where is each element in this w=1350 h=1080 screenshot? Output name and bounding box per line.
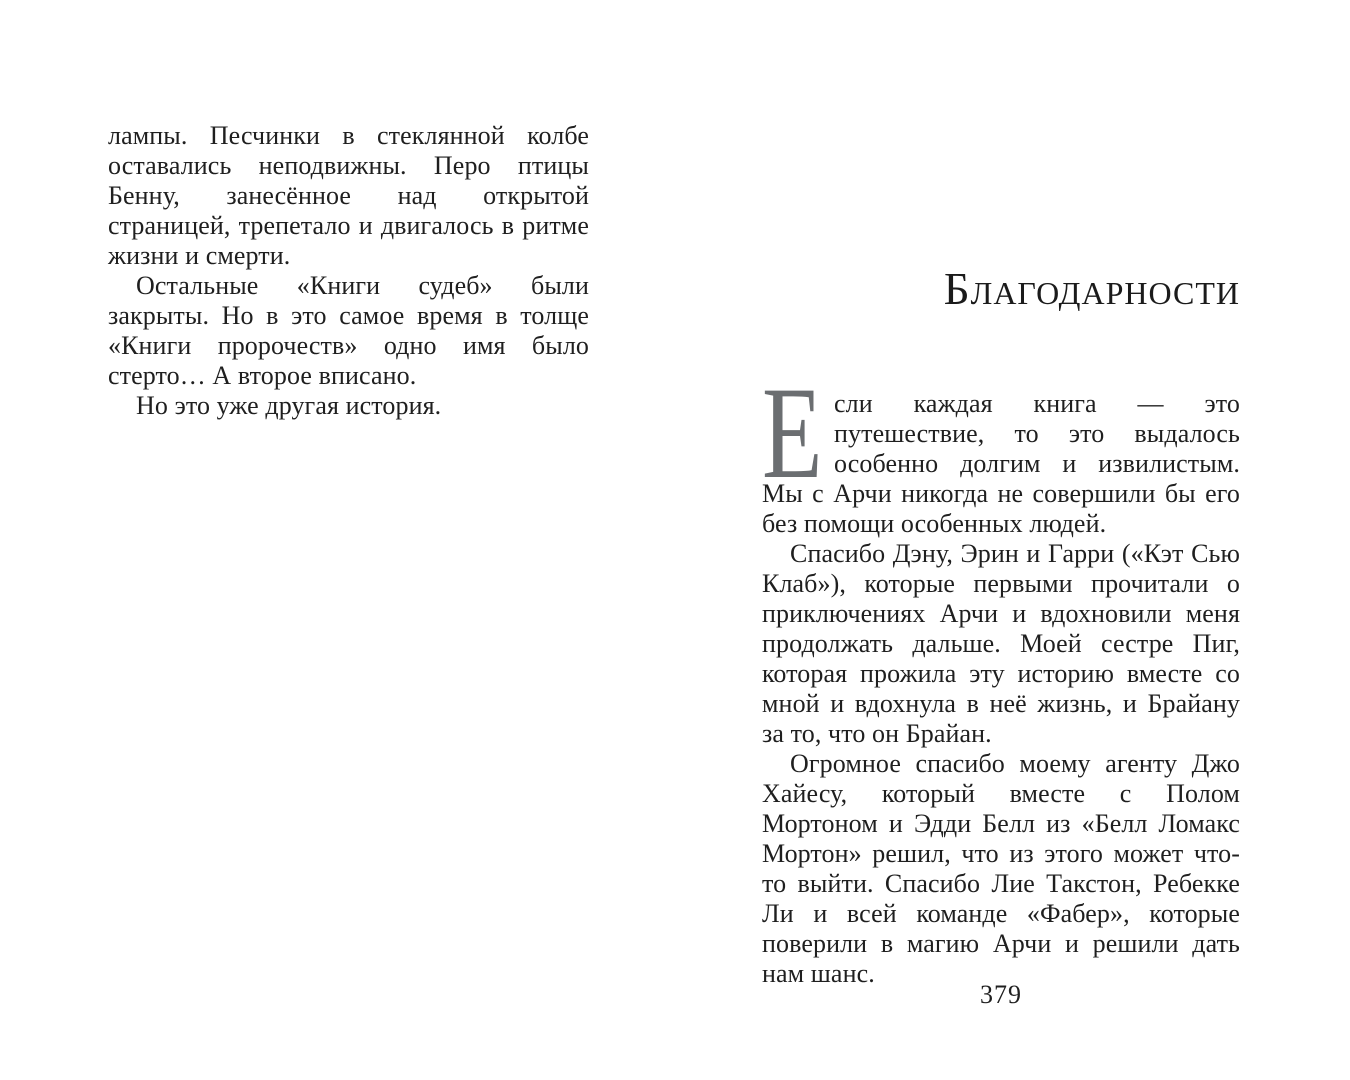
left-page-text-block xyxy=(108,121,589,421)
right-page xyxy=(762,0,1240,1080)
chapter-heading: Благодарности xyxy=(943,264,1240,314)
paragraph: Остальные «Книги судеб» были закрыты. Но в это самое время в толще «Книги пророчеств» одно имя было стерто… А второе вписано. xyxy=(108,271,589,390)
right-page-text-block xyxy=(762,359,1240,989)
paragraph-text: сли каждая книга — это путешествие, то это выдалось особенно долгим и извилистым. Мы с Арчи никогда не совершили бы его без помощи особенных людей. xyxy=(762,389,1240,538)
drop-cap-letter: Е xyxy=(762,359,823,506)
paragraph: Спасибо Дэну, Эрин и Гарри («Кэт Сью Клаб»), которые первыми прочитали о приключениях Арчи и вдохновили меня продолжать дальше. Моей сестре Пиг, которая прожила эту историю вместе со мной и вдохнула в неё жизнь, и Брайану за то, что он Брайан. xyxy=(762,539,1240,748)
paragraph-with-drop-cap xyxy=(762,359,1240,539)
page-number: 379 xyxy=(980,980,1022,1009)
paragraph: лампы. Песчинки в стеклянной колбе оставались неподвижны. Перо птицы Бенну, занесённое над открытой страницей, трепетало и двигалось в ритме жизни и смерти. xyxy=(108,121,589,270)
left-page xyxy=(108,0,589,1080)
paragraph: Но это уже другая история. xyxy=(136,391,442,420)
paragraph: Огромное спасибо моему агенту Джо Хайесу, который вместе с Полом Мортоном и Эдди Белл из «Белл Ломакс Мортон» решил, что из этого может что-то выйти. Спасибо Лие Такстон, Ребекке Ли и всей команде «Фабер», которые поверили в магию Арчи и решили дать нам шанс. xyxy=(762,749,1240,988)
